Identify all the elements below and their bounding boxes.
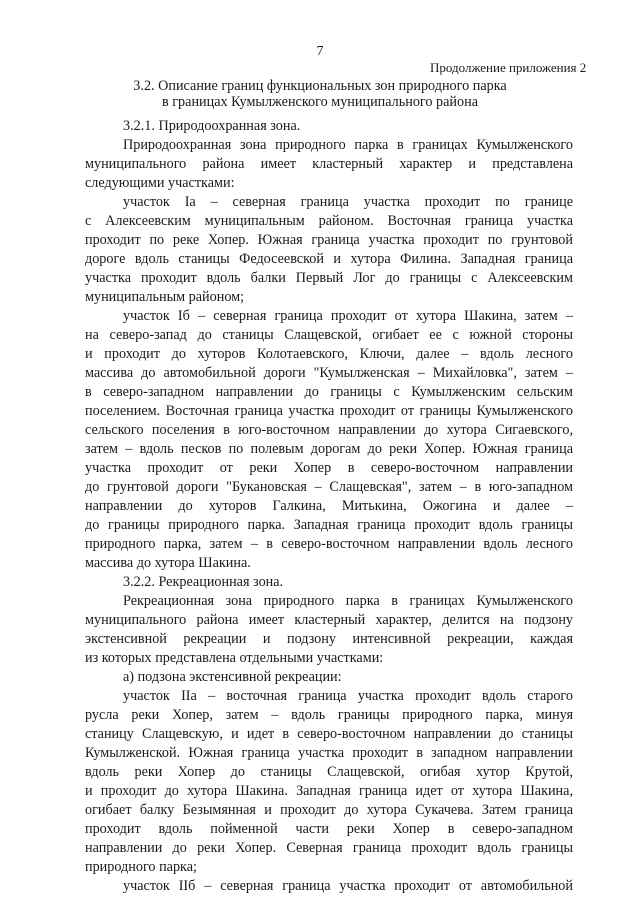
paragraph-line: массива до автомобильной дороги "Кумылженская – Михайловка", затем – [85, 365, 573, 381]
paragraph-line: 3.2.1. Природоохранная зона. [123, 118, 301, 134]
paragraph-line: участок IIб – северная граница участка проходит от автомобильной [123, 878, 573, 894]
paragraph-line: а) подзона экстенсивной рекреации: [123, 669, 342, 685]
paragraph-line: 3.2.2. Рекреационная зона. [123, 574, 284, 590]
paragraph-line: с Алексеевским муниципальным районом. Восточная граница участка [85, 213, 573, 229]
paragraph-line: участок IIа – восточная граница участка проходит вдоль старого [123, 688, 573, 704]
paragraph-line: из которых представлена отдельными участками: [85, 650, 384, 666]
paragraph-line: вдоль реки Хопер до станицы Слащевской, огибая хутор Крутой, [85, 764, 573, 780]
paragraph-line: до границы природного парка. Западная граница проходит вдоль границы [85, 517, 573, 533]
paragraph-line: направлении до хуторов Галкина, Митькина, Ожогина и далее – [85, 498, 573, 514]
paragraph-line: проходит по реке Хопер. Южная граница участка проходит по грунтовой [85, 232, 573, 248]
paragraph-line: природного парка, затем – в северо-восточном направлении вдоль лесного [85, 536, 573, 552]
paragraph-line: участок Iа – северная граница участка проходит по границе [123, 194, 573, 210]
paragraph-line: массива до хутора Шакина. [85, 555, 251, 571]
paragraph-line: муниципального района имеет кластерный характер, делится на подзону [85, 612, 573, 628]
paragraph-line: Рекреационная зона природного парка в границах Кумылженского [123, 593, 573, 609]
paragraph-line: направлении до реки Хопер. Северная граница проходит вдоль границы [85, 840, 573, 856]
paragraph-line: и проходит до хуторов Колотаевского, Ключи, далее – вдоль лесного [85, 346, 573, 362]
paragraph-line: Кумылженской. Южная граница участка проходит в западном направлении [85, 745, 573, 761]
paragraph-line: на северо-запад до станицы Слащевской, огибает ее с южной стороны [85, 327, 573, 343]
paragraph-line: русла реки Хопер, затем – вдоль границы природного парка, минуя [85, 707, 573, 723]
paragraph-line: огибает балку Безымянная и проходит до хутора Сукачева. Затем граница [85, 802, 573, 818]
paragraph-line: участка проходит от реки Хопер в северо-восточном направлении [85, 460, 573, 476]
paragraph-line: дороге вдоль станицы Федосеевской и хутора Филина. Западная граница [85, 251, 573, 267]
paragraph-line: природного парка; [85, 859, 197, 875]
paragraph-line: участка проходит вдоль балки Первый Лог до границы с Алексеевским [85, 270, 573, 286]
section-heading-line-2: в границах Кумылженского муниципального района [161, 94, 478, 110]
paragraph-line: и проходит до хутора Шакина. Западная граница идет от хутора Шакина, [85, 783, 573, 799]
paragraph-line: участок Iб – северная граница проходит от хутора Шакина, затем – [123, 308, 573, 324]
paragraph-line: затем – вдоль песков по полевым дорогам до реки Хопер. Южная граница [85, 441, 573, 457]
paragraph-line: экстенсивной рекреации и подзону интенсивной рекреации, каждая [85, 631, 573, 647]
paragraph-line: следующими участками: [85, 175, 235, 191]
continuation-note: Продолжение приложения 2 [430, 60, 587, 75]
paragraph-line: до грунтовой дороги "Букановская – Слащевская", затем – в юго-западном [85, 479, 573, 495]
paragraph-line: муниципального района имеет кластерный характер и представлена [85, 156, 573, 172]
paragraph-line: проходит вдоль пойменной части реки Хопер в северо-западном [85, 821, 573, 837]
paragraph-line: в северо-западном направлении до границы с Кумылженским сельским [85, 384, 573, 400]
paragraph-line: поселением. Восточная граница участка проходит от границы Кумылженского [85, 403, 573, 419]
paragraph-line: сельского поселения в юго-восточном направлении до хутора Сигаевского, [85, 422, 573, 438]
page-number: 7 [316, 44, 324, 59]
paragraph-line: станицу Слащевскую, и идет в северо-восточном направлении до станицы [85, 726, 573, 742]
section-heading-line-1: 3.2. Описание границ функциональных зон природного парка [133, 78, 507, 94]
paragraph-line: Природоохранная зона природного парка в границах Кумылженского [123, 137, 573, 153]
paragraph-line: муниципальным районом; [85, 289, 245, 305]
